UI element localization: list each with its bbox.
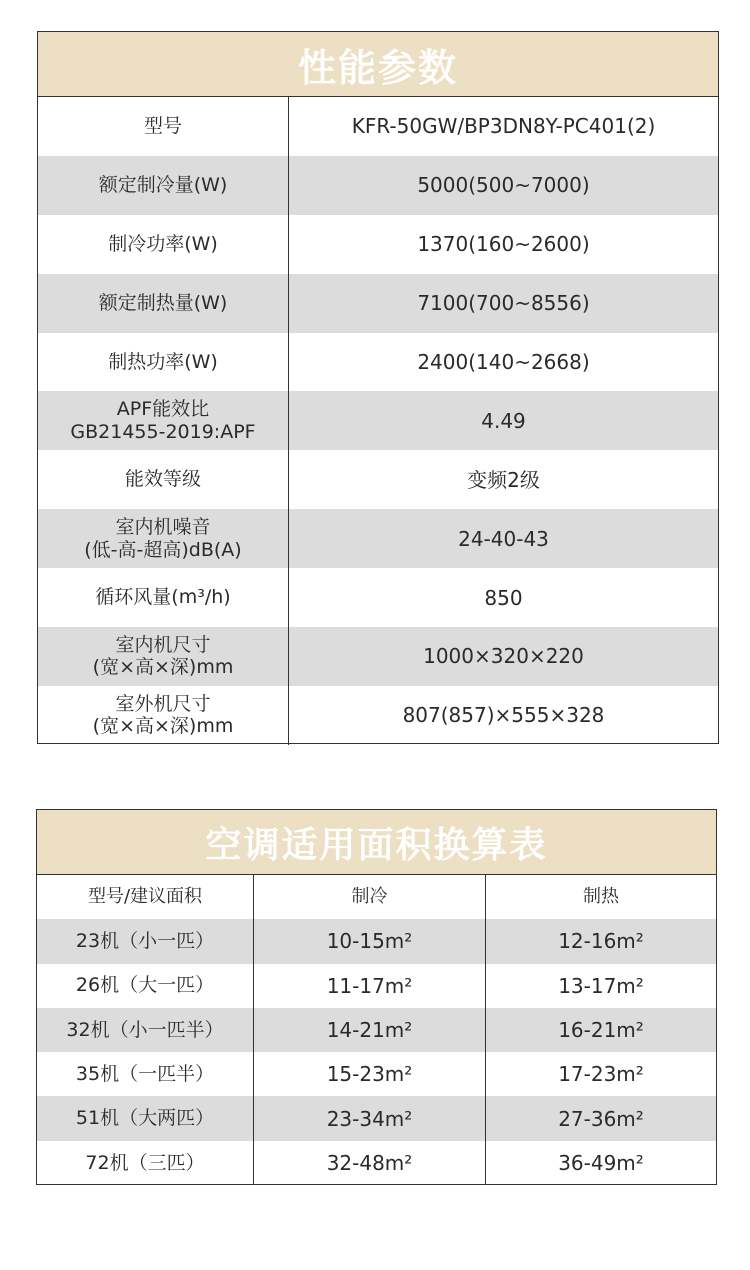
- spec-label: [38, 509, 289, 568]
- spec-label-line: 室内机噪音: [115, 515, 211, 538]
- area-cooling: 10-15m²: [254, 919, 486, 963]
- spec-label: [38, 627, 289, 686]
- area-heating: 27-36m²: [558, 1106, 644, 1131]
- header-heating: 制热: [583, 886, 619, 908]
- area-heating: 13-17m²: [558, 973, 644, 998]
- spec-label-line: (宽×高×深)mm: [92, 656, 234, 679]
- spec-label-line: APF能效比: [116, 398, 210, 421]
- area-heating: 12-16m²: [558, 929, 644, 954]
- spec-label: [38, 215, 289, 274]
- spec-label: [38, 156, 289, 215]
- spec-label-line: 能效等级: [124, 468, 201, 491]
- spec-row: [38, 450, 718, 509]
- spec-value: 2400(140~2668): [417, 350, 590, 374]
- area-row: [37, 1141, 716, 1185]
- spec-table: [37, 31, 719, 744]
- area-row: [37, 919, 716, 963]
- spec-row: [38, 391, 718, 450]
- spec-label: [38, 97, 289, 156]
- spec-label-line: 循环风量(m³/h): [95, 586, 231, 609]
- spec-row: [38, 568, 718, 627]
- area-row: [37, 1096, 716, 1140]
- area-model: 23机（小一匹）: [37, 919, 254, 963]
- area-heating: 16-21m²: [558, 1018, 644, 1043]
- spec-label-line: 室内机尺寸: [115, 633, 211, 656]
- area-table: [36, 809, 717, 1185]
- area-row: [37, 964, 716, 1008]
- spec-value: 5000(500~7000): [417, 173, 590, 198]
- area-model: 35机（一匹半）: [37, 1052, 254, 1096]
- area-model: 72机（三匹）: [37, 1141, 254, 1185]
- spec-row: [38, 215, 718, 274]
- area-row: [37, 1052, 716, 1096]
- area-model: 51机（大两匹）: [37, 1096, 254, 1140]
- spec-label-line: 额定制热量(W): [98, 291, 228, 314]
- area-row: [37, 1008, 716, 1052]
- area-cooling: 15-23m²: [254, 1052, 486, 1096]
- area-heating: 36-49m²: [558, 1150, 644, 1175]
- area-table-title: 空调适用面积换算表: [37, 810, 716, 875]
- spec-label: [38, 391, 289, 450]
- spec-label-line: 制热功率(W): [108, 350, 218, 373]
- spec-value: 1370(160~2600): [417, 232, 590, 257]
- area-model: 32机（小一匹半）: [37, 1008, 254, 1052]
- area-table-body: [37, 919, 716, 1185]
- header-model: 型号/建议面积: [37, 875, 254, 919]
- spec-row: [38, 156, 718, 215]
- area-model: 26机（大一匹）: [37, 964, 254, 1008]
- spec-table-body: [38, 97, 718, 745]
- spec-value: 变频2级: [467, 467, 540, 492]
- spec-value: 7100(700~8556): [417, 291, 590, 316]
- spec-value: KFR-50GW/BP3DN8Y-PC401(2): [351, 114, 656, 139]
- header-cooling: 制冷: [254, 875, 486, 919]
- spec-value: 850: [484, 585, 523, 610]
- spec-value: 1000×320×220: [423, 644, 584, 669]
- spec-row: [38, 509, 718, 568]
- spec-row: [38, 97, 718, 156]
- area-cooling: 14-21m²: [254, 1008, 486, 1052]
- spec-row: [38, 627, 718, 686]
- spec-label: [38, 333, 289, 392]
- spec-label-line: 型号: [143, 115, 182, 138]
- spec-label-line: 额定制冷量(W): [98, 173, 228, 196]
- spec-label-line: (低-高-超高)dB(A): [84, 538, 242, 561]
- spec-label-line: GB21455-2019:APF: [70, 420, 256, 443]
- spec-label-line: 室外机尺寸: [115, 692, 211, 715]
- area-table-header-row: [37, 875, 716, 919]
- spec-label-line: (宽×高×深)mm: [92, 715, 234, 738]
- spec-label: [38, 686, 289, 745]
- spec-table-title: 性能参数: [38, 32, 718, 97]
- area-heating: 17-23m²: [558, 1062, 644, 1087]
- spec-label: [38, 274, 289, 333]
- spec-value: 807(857)×555×328: [402, 703, 605, 728]
- spec-row: [38, 274, 718, 333]
- spec-row: [38, 333, 718, 392]
- area-cooling: 32-48m²: [254, 1141, 486, 1185]
- spec-value: 24-40-43: [458, 526, 549, 551]
- area-cooling: 23-34m²: [254, 1096, 486, 1140]
- area-cooling: 11-17m²: [254, 964, 486, 1008]
- spec-label: [38, 450, 289, 509]
- spec-label-line: 制冷功率(W): [108, 232, 218, 255]
- spec-value: 4.49: [481, 408, 526, 433]
- spec-row: [38, 686, 718, 745]
- spec-label: [38, 568, 289, 627]
